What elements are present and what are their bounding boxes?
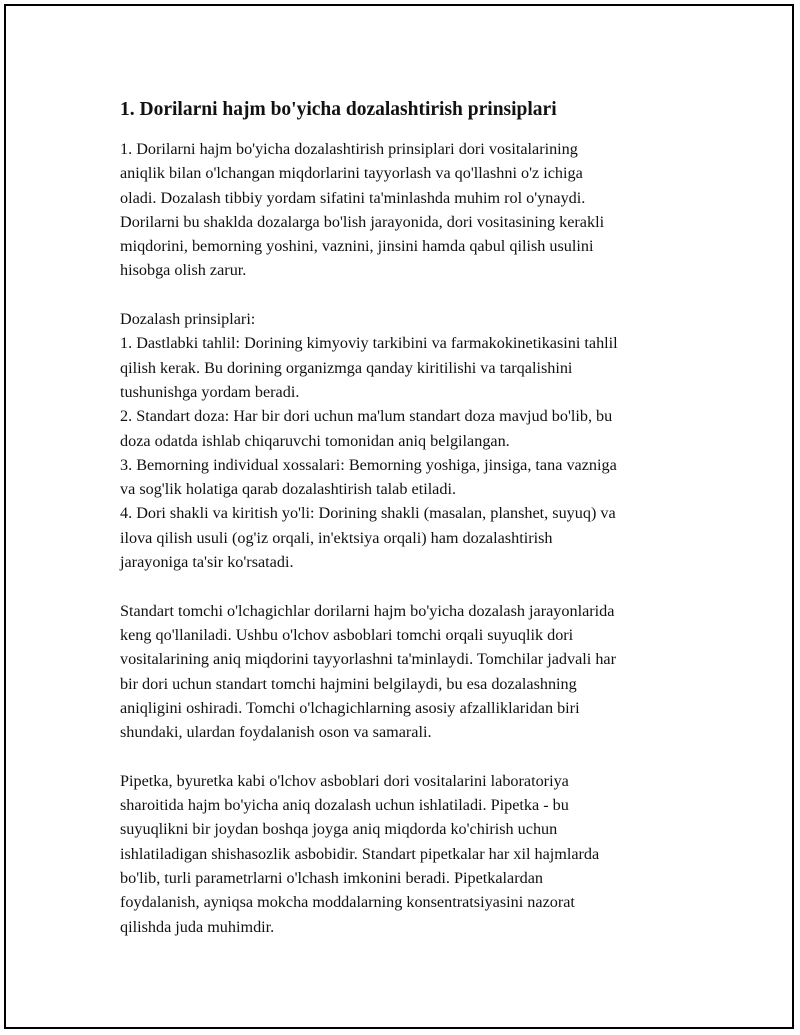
text-line: shundaki, ulardan foydalanish oson va samarali. — [120, 723, 432, 742]
text-line: miqdorini, bemorning yoshini, vaznini, jinsini hamda qabul qilish usulini — [120, 237, 594, 256]
text-line: suyuqlikni bir joydan boshqa joyga aniq miqdorda ko'chirish uchun — [120, 820, 558, 839]
text-line: bo'lib, turli parametrlarni o'lchash imkonini beradi. Pipetkalardan — [120, 868, 543, 887]
text-line: aniqlik bilan o'lchangan miqdorlarini tayyorlash va qo'llashni o'z ichiga — [120, 164, 583, 183]
text-line: 4. Dori shakli va kiritish yo'li: Dorining shakli (masalan, planshet, suyuq) va — [120, 504, 616, 523]
text-line: va sog'lik holatiga qarab dozalashtirish talab etiladi. — [120, 480, 457, 499]
text-line: sharoitida hajm bo'yicha aniq dozalash uchun ishlatiladi. Pipetka - bu — [120, 796, 569, 815]
text-line: keng qo'llaniladi. Ushbu o'lchov asboblari tomchi orqali suyuqlik dori — [120, 625, 574, 644]
text-line: aniqligini oshiradi. Tomchi o'lchagichlarning asosiy afzalliklaridan biri — [120, 698, 580, 717]
paragraph-pipettes — [120, 769, 700, 939]
text-line: doza odatda ishlab chiqaruvchi tomonidan aniq belgilangan. — [120, 431, 510, 450]
text-line: vositalarining aniq miqdorini tayyorlashni ta'minlaydi. Tomchilar jadvali har — [120, 650, 616, 669]
paragraph-intro — [120, 137, 700, 283]
text-line: foydalanish, ayniqsa mokcha moddalarning konsentratsiyasini nazorat — [120, 893, 575, 912]
text-line: Pipetka, byuretka kabi o'lchov asboblari dori vositalarini laboratoriya — [120, 771, 569, 790]
text-line: qilishda juda muhimdir. — [120, 917, 275, 936]
text-line: 1. Dastlabki tahlil: Dorining kimyoviy tarkibini va farmakokinetikasini tahlil — [120, 334, 618, 353]
text-line: jarayoniga ta'sir ko'rsatadi. — [120, 553, 294, 572]
text-line: Standart tomchi o'lchagichlar dorilarni hajm bo'yicha dozalash jarayonlarida — [120, 601, 615, 620]
text-line: ishlatiladigan shishasozlik asbobidir. Standart pipetkalar har xil hajmlarda — [120, 844, 600, 863]
page-border — [4, 4, 794, 1029]
text-line: bir dori uchun standart tomchi hajmini belgilaydi, bu esa dozalashning — [120, 674, 577, 693]
text-line: Dozalash prinsiplari: — [120, 310, 256, 329]
text-line: tushunishga yordam beradi. — [120, 382, 300, 401]
paragraph-drop-meters — [120, 599, 700, 745]
text-line: 2. Standart doza: Har bir dori uchun ma'lum standart doza mavjud bo'lib, bu — [120, 407, 613, 426]
text-line: ilova qilish usuli (og'iz orqali, in'ektsiya orqali) ham dozalashtirish — [120, 528, 553, 547]
text-line: qilish kerak. Bu dorining organizmga qanday kiritilishi va tarqalishini — [120, 358, 573, 377]
document-title: 1. Dorilarni hajm bo'yicha dozalashtirish prinsiplari — [120, 99, 557, 120]
text-line: 1. Dorilarni hajm bo'yicha dozalashtirish prinsiplari dori vositalarining — [120, 140, 578, 158]
text-line: oladi. Dozalash tibbiy yordam sifatini ta'minlashda muhim rol o'ynaydi. — [120, 188, 586, 207]
text-line: Dorilarni bu shaklda dozalarga bo'lish jarayonida, dori vositasining kerakli — [120, 212, 605, 231]
document-body — [120, 97, 700, 939]
paragraph-dosing-principles — [120, 307, 700, 574]
text-line: 3. Bemorning individual xossalari: Bemorning yoshiga, jinsiga, tana vazniga — [120, 455, 617, 474]
text-line: hisobga olish zarur. — [120, 261, 247, 280]
